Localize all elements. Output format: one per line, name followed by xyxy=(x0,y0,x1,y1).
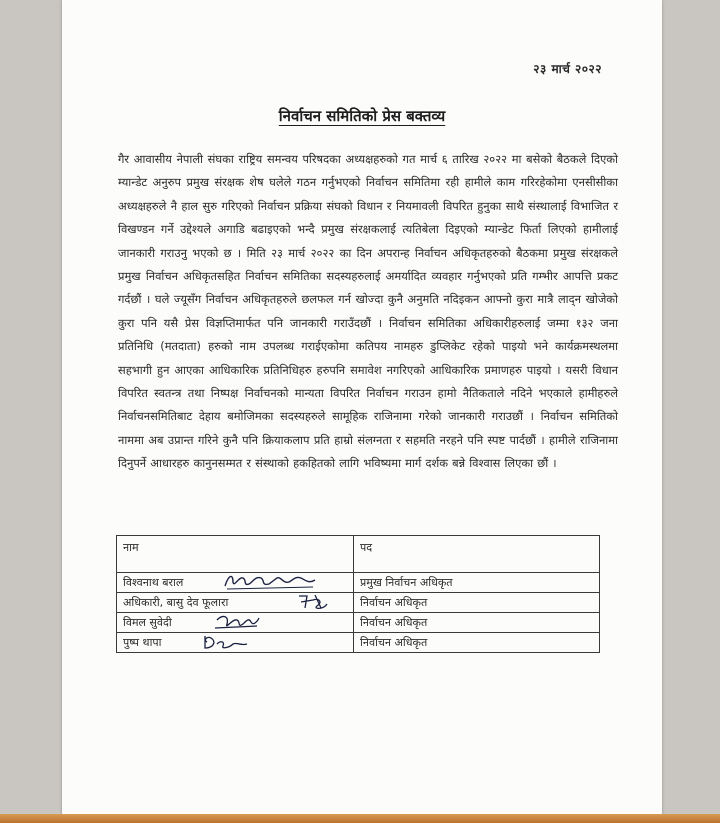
document-page xyxy=(62,0,662,818)
signature-image xyxy=(213,612,261,632)
signatory-name: विमल सुवेदी xyxy=(123,616,172,629)
press-statement-body: गैर आवासीय नेपाली संघका राष्ट्रिय समन्वय परिषदका अध्यक्षहरुको गत मार्च ६ तारिख २०२२ मा बसेको बैठकले दिएको म्यान्डेट अनुरुप प्रमुख संरक्षक शेष घलेले गठन गर्नुभएको निर्वाचन समितिमा रही हामीले काम गरिरहेकोमा एनसीसीका अध्यक्षहरुले नै हाल सुरु गरिएको निर्वाचन प्रक्रिया संघको विधान र नियमावली विपरित हुनुका साथै संस्थालाई विभाजित र विखण्डन गर्ने उद्देश्यले अगाडि बढाइएको भन्दै प्रमुख संरक्षकलाई त्यतिबेला दिइएको म्यान्डेट फिर्ता लिएको हामीलाई जानकारी गराउनु भएको छ । मिति २३ मार्च २०२२ का दिन अपरान्ह निर्वाचन अधिकृतहरुको बैठकमा प्रमुख संरक्षकले प्रमुख निर्वाचन अधिकृतसहित निर्वाचन समितिका सदस्यहरुलाई अमर्यादित व्यवहार गर्नुभएको प्रति गम्भीर आपत्ति प्रकट गर्दछौं । घले ज्यूसँग निर्वाचन अधिकृतहरुले छलफल गर्न खोज्दा कुनै अनुमति नदिइकन आफ्नो कुरा मात्रै लाद्न खोजेको कुरा पनि यसै प्रेस विज्ञप्तिमार्फत पनि जानकारी गराउँदछौं । निर्वाचन समितिका अधिकारीहरुलाई जम्मा १३२ जना प्रतिनिधि (मतदाता) हरुको नाम उपलब्ध गराईएकोमा कतिपय नामहरु डुप्लिकेट रहेको पाइयो भने कार्यक्रमस्थलमा सहभागी हुन आएका आधिकारिक प्रतिनिधिहरु हरुपनि समावेश नगरिएको आधिकारिक प्रमाणहरु पाइयो । यसरी विधान विपरित स्वतन्त्र तथा निष्पक्ष निर्वाचनको मान्यता विपरित निर्वाचन गराउन हामो नैतिकताले नदिने भएकाले हामीहरुले निर्वाचनसमितिबाट देहाय बमोजिमका सदस्यहरुले सामूहिक राजिनामा गरेको जानकारी गराउछौं । निर्वाचन समितिको नाममा अब उप्रान्त गरिने कुनै पनि क्रियाकलाप प्रति हाम्रो संलग्नता र सहमति नरहने पनि स्पष्ट पार्दछौं । हामीले राजिनामा दिनुपर्ने आधारहरु कानुनसम्मत र संस्थाको हकहितको लागि भविष्यमा मार्ग दर्शक बन्ने विश्वास लिएका छौं । xyxy=(118,152,618,471)
position-header: पद xyxy=(354,536,600,573)
table-row xyxy=(117,593,600,613)
signatory-name: अधिकारी, बासु देव फूलारा xyxy=(123,596,229,609)
table-header-row xyxy=(117,536,600,573)
name-header: नाम xyxy=(117,536,354,573)
table-row xyxy=(117,613,600,633)
document-date: २३ मार्च २०२२ xyxy=(533,62,602,76)
signatory-position: प्रमुख निर्वाचन अधिकृत xyxy=(354,573,600,593)
signatory-position: निर्वाचन अधिकृत xyxy=(354,633,600,653)
table-surface xyxy=(0,814,720,823)
signatory-position: निर्वाचन अधिकृत xyxy=(354,593,600,613)
signatory-position: निर्वाचन अधिकृत xyxy=(354,613,600,633)
signature-image xyxy=(199,632,249,652)
signatory-name: पुष्प थापा xyxy=(123,636,162,649)
signatory-name: विश्वनाथ बराल xyxy=(123,576,184,589)
table-row xyxy=(117,633,600,653)
signature-image xyxy=(293,592,331,612)
document-title: निर्वाचन समितिको प्रेस बक्तव्य xyxy=(278,107,446,125)
signature-image xyxy=(221,572,321,592)
signatories-table xyxy=(116,535,600,653)
table-row xyxy=(117,573,600,593)
